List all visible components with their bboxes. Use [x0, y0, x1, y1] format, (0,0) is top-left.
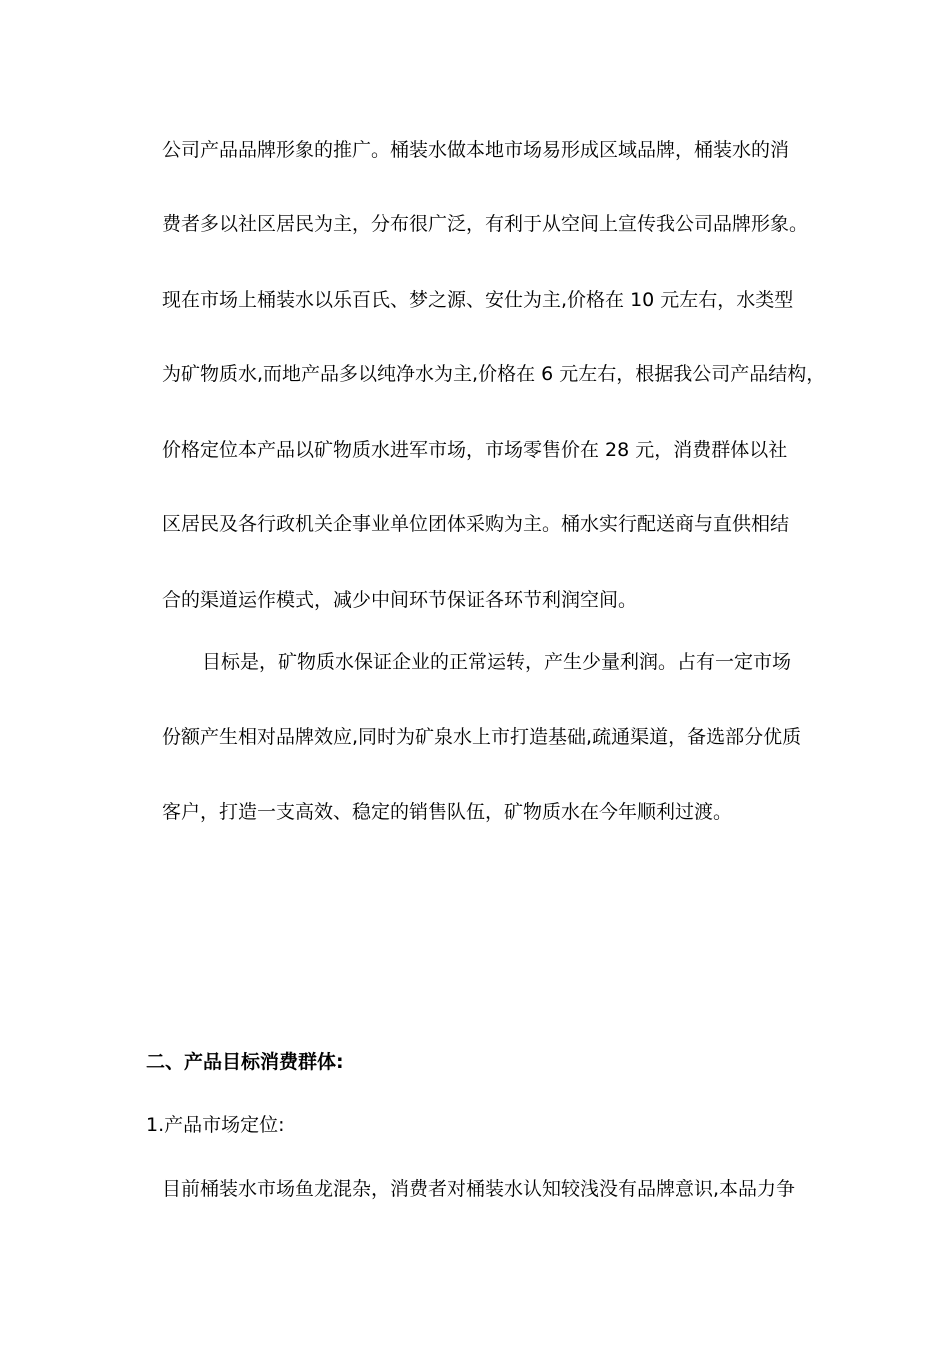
paragraph-2-line-1: 目标是，矿物质水保证企业的正常运转，产生少量利润。占有一定市场: [202, 651, 792, 673]
subsection-heading: 1.产品市场定位:: [146, 1114, 285, 1136]
paragraph-1-line-7: 合的渠道运作模式，减少中间环节保证各环节利润空间。: [162, 589, 638, 611]
section-2-line-1: 目前桶装水市场鱼龙混杂，消费者对桶装水认知较浅没有品牌意识,本品力争: [162, 1178, 796, 1200]
paragraph-1-line-5: 价格定位本产品以矿物质水进军市场，市场零售价在 28 元，消费群体以社: [162, 439, 788, 461]
paragraph-2-line-3: 客户，打造一支高效、稳定的销售队伍，矿物质水在今年顺利过渡。: [162, 801, 733, 823]
paragraph-1-line-3: 现在市场上桶装水以乐百氏、梦之源、安仕为主,价格在 10 元左右，水类型: [162, 289, 794, 311]
paragraph-1-line-1: 公司产品品牌形象的推广。桶装水做本地市场易形成区域品牌，桶装水的消: [162, 139, 790, 161]
paragraph-1-line-6: 区居民及各行政机关企事业单位团体采购为主。桶水实行配送商与直供相结: [162, 513, 790, 535]
section-heading: 二、产品目标消费群体:: [146, 1051, 344, 1073]
paragraph-2-line-2: 份额产生相对品牌效应,同时为矿泉水上市打造基础,疏通渠道，备选部分优质: [162, 726, 802, 748]
paragraph-1-line-2: 费者多以社区居民为主，分布很广泛，有利于从空间上宣传我公司品牌形象。: [162, 213, 809, 235]
paragraph-1-line-4: 为矿物质水,而地产品多以纯净水为主,价格在 6 元左右，根据我公司产品结构，: [162, 363, 826, 385]
